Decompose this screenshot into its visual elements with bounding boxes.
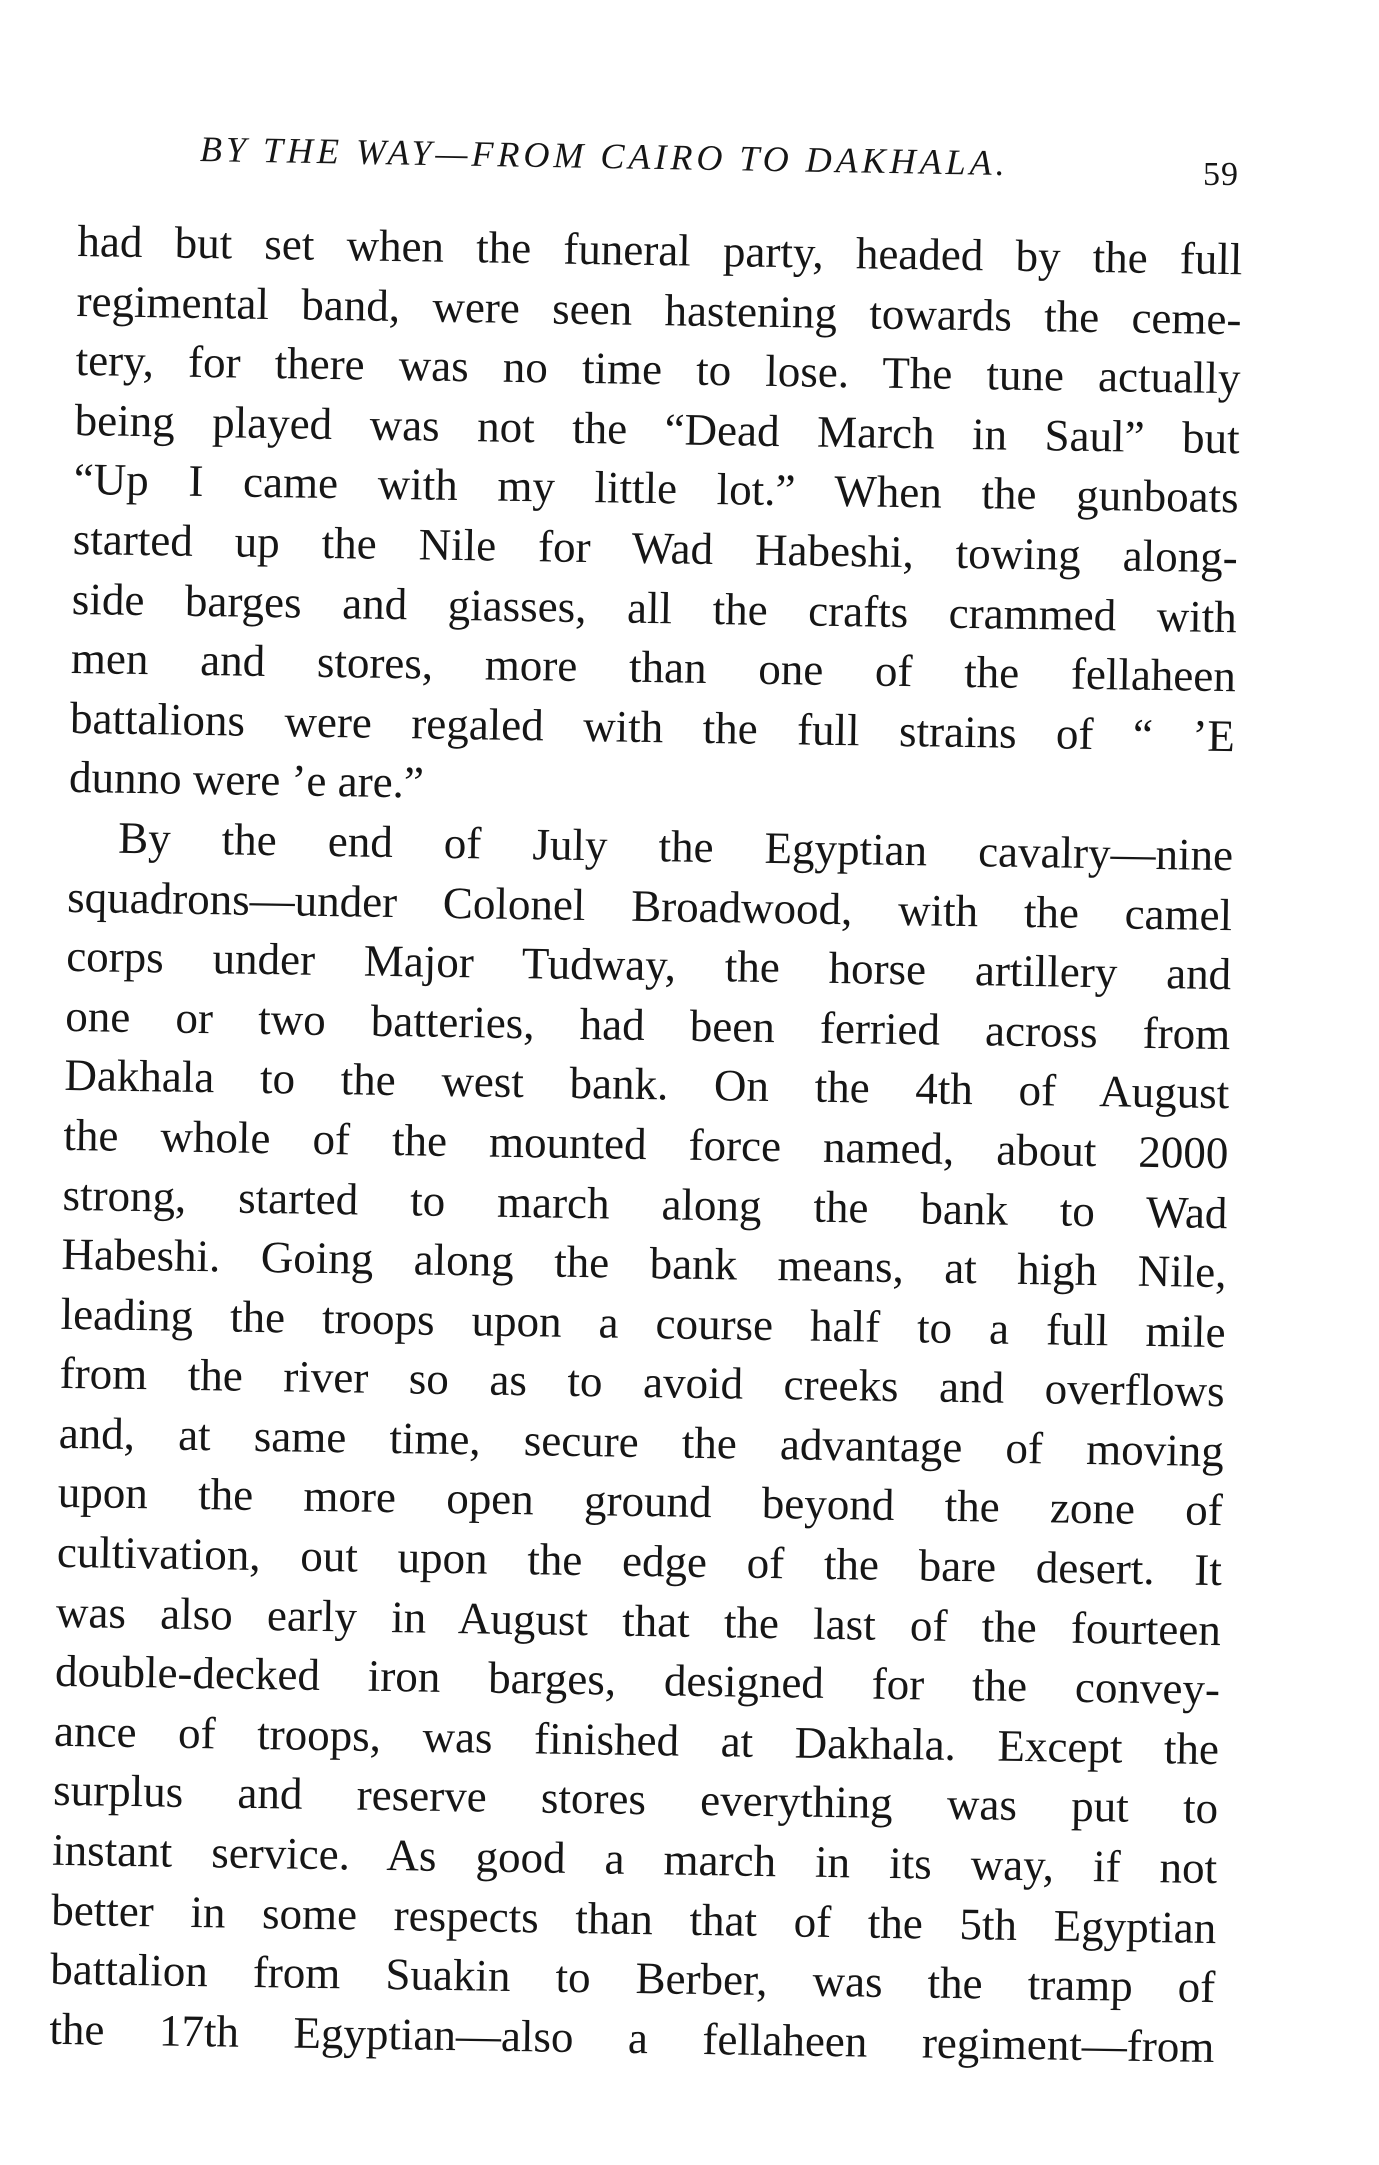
text-line: strong, started to march along the bank to Wad	[62, 1169, 1228, 1238]
text-line: squadrons—under Colonel Broadwood, with the camel	[66, 871, 1233, 940]
paragraph-start-line: By the end of July the Egyptian cavalry—nine	[117, 812, 1234, 881]
text-line: men and stores, more than one of the fellaheen	[70, 633, 1237, 702]
text-line: double-decked iron barges, designed for the convey-	[54, 1646, 1221, 1715]
text-line: Dakhala to the west bank. On the 4th of August	[64, 1050, 1230, 1119]
text-line: tery, for there was no time to lose. The tune actually	[75, 335, 1241, 404]
text-line: Habeshi. Going along the bank means, at high Nile,	[61, 1228, 1227, 1298]
text-line: was also early in August that the last of the fourteen	[55, 1586, 1222, 1655]
text-line: “Up I came with my little lot.” When the gunboats	[73, 454, 1240, 523]
page-number: 59	[1203, 156, 1239, 193]
text-line: surplus and reserve stores everything was put to	[52, 1765, 1219, 1834]
text-line: upon the more open ground beyond the zone of	[57, 1467, 1224, 1536]
text-line: ance of troops, was finished at Dakhala. Except the	[53, 1705, 1220, 1774]
page-header	[0, 118, 1379, 193]
text-line: had but set when the funeral party, headed by the full	[77, 215, 1243, 285]
paragraph-end-line: dunno were ’e are.”	[68, 752, 425, 808]
text-line: being played was not the “Dead March in Saul” but	[74, 394, 1240, 464]
text-line: battalions were regaled with the full strains of “ ’E	[69, 692, 1236, 761]
text-line: and, at same time, secure the advantage of moving	[58, 1407, 1225, 1477]
text-line: one or two batteries, had been ferried across from	[64, 990, 1231, 1059]
text-line: started up the Nile for Wad Habeshi, towing along-	[72, 513, 1239, 583]
text-line: better in some respects than that of the 5th Egyptian	[50, 1884, 1217, 1953]
text-line: corps under Major Tudway, the horse artillery and	[65, 931, 1232, 1000]
text-line: the 17th Egyptian—also a fellaheen regiment—from	[49, 2003, 1215, 2072]
text-line: cultivation, out upon the edge of the bare desert. It	[56, 1526, 1223, 1596]
body-text	[49, 212, 1243, 2077]
running-head: BY THE WAY—FROM CAIRO TO DAKHALA.	[199, 129, 1010, 184]
text-line: side barges and giasses, all the crafts crammed with	[71, 573, 1238, 642]
text-line: regimental band, were seen hastening towards the ceme-	[76, 275, 1242, 344]
text-line: leading the troops upon a course half to a full mile	[60, 1288, 1226, 1357]
text-line: battalion from Suakin to Berber, was the tramp of	[50, 1944, 1216, 2013]
text-line: from the river so as to avoid creeks and overflows	[59, 1348, 1226, 1417]
text-line: instant service. As good a march in its way, if not	[51, 1824, 1218, 1894]
text-line: the whole of the mounted force named, about 2000	[63, 1109, 1229, 1179]
